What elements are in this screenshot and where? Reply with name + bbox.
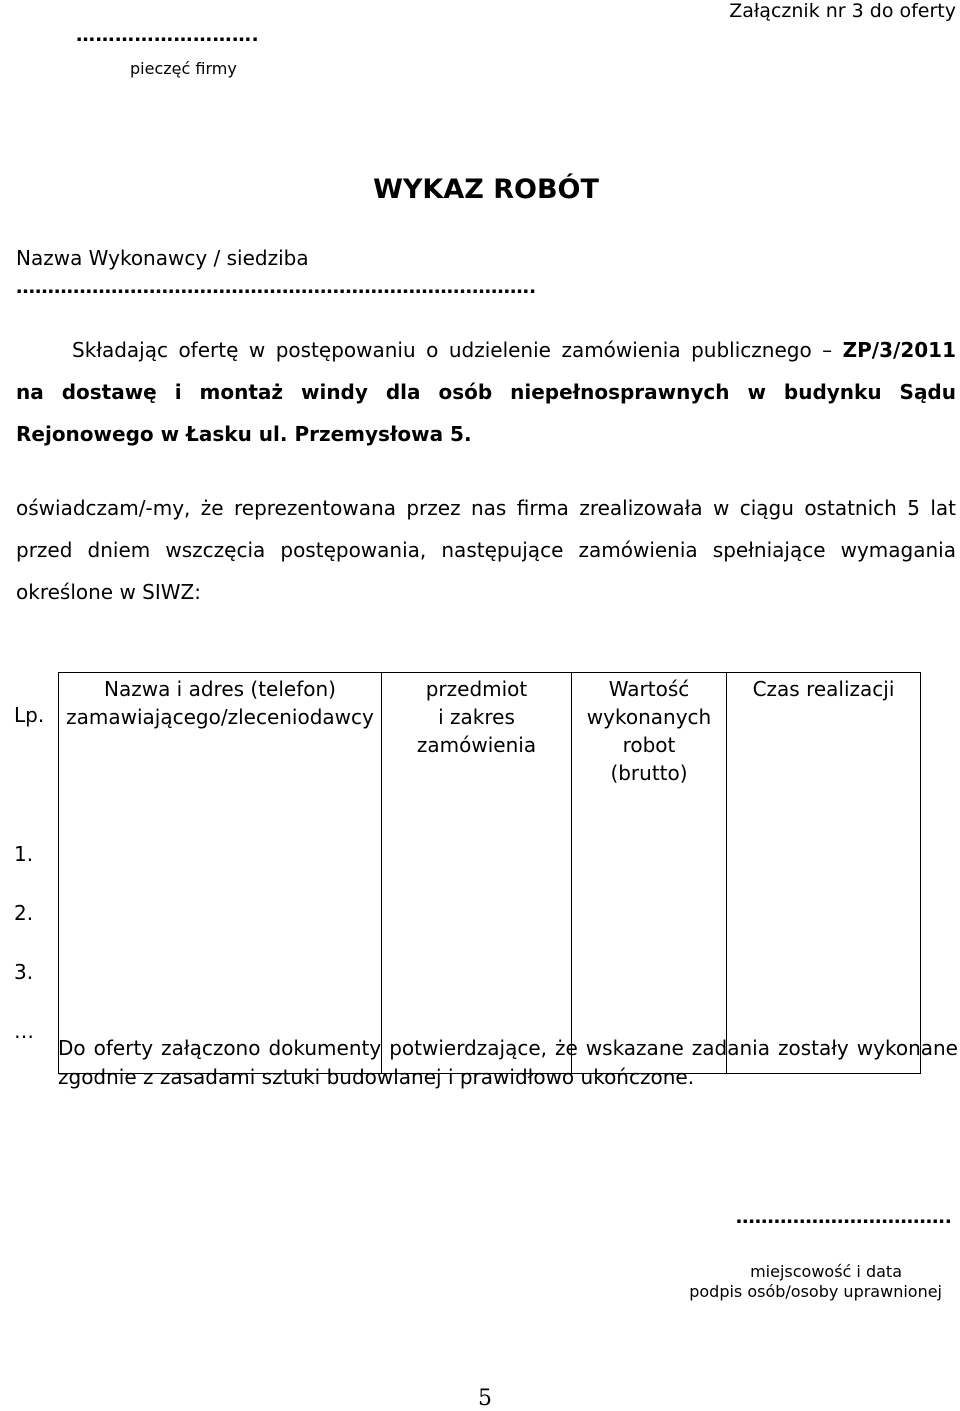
header-lp: Lp. [10, 673, 59, 838]
page-number: 5 [478, 1386, 492, 1411]
contractor-label: Nazwa Wykonawcy / siedziba [16, 246, 309, 270]
seal-placeholder-dots: ………………………. [76, 24, 260, 46]
page-title: WYKAZ ROBÓT [373, 174, 599, 205]
attached-documents-note [58, 1034, 958, 1092]
header-value [572, 673, 727, 838]
header-value-line-2: wykonanych [586, 705, 712, 729]
signature-label: podpis osób/osoby uprawnionej [689, 1282, 942, 1301]
intro-paragraph [16, 329, 956, 455]
lp-item: 2. [14, 900, 34, 925]
lp-list [14, 838, 58, 1074]
attached-line-2: zgodnie z zasadami sztuki budowlanej i prawidłowo ukończone. [58, 1065, 695, 1089]
contractor-placeholder-dots: ………………………………………………………………………. [16, 276, 537, 298]
lp-item: … [14, 1018, 34, 1043]
case-number: ZP/3/2011 [842, 338, 956, 362]
signature-placeholder-dots: ……………………………. [735, 1206, 952, 1228]
header-subject-line-1: przedmiot [425, 677, 528, 701]
statement-line-3: określone w SIWZ: [16, 580, 201, 604]
header-client-line-2: zamawiającego/zleceniodawcy [66, 705, 374, 729]
lp-item: 1. [14, 841, 34, 866]
attached-line-1: Do oferty załączono dokumenty potwierdzające, że wskazane zadania zostały wykonane [58, 1036, 958, 1060]
works-table [10, 672, 921, 1074]
table-header-row [10, 673, 921, 838]
attachment-label: Załącznik nr 3 do oferty [729, 0, 956, 22]
place-date-label: miejscowość i data [750, 1262, 902, 1281]
intro-line-3: Rejonowego w Łasku ul. Przemysłowa 5. [16, 422, 472, 446]
header-value-line-3: robot [622, 733, 676, 757]
statement-paragraph [16, 487, 956, 613]
header-subject-line-2: i zakres [438, 705, 515, 729]
intro-line-2: na dostawę i montaż windy dla osób niepełnosprawnych w budynku Sądu [16, 380, 956, 404]
header-subject-line-3: zamówienia [416, 733, 537, 757]
header-value-line-1: Wartość [608, 677, 690, 701]
seal-label: pieczęć firmy [130, 59, 237, 78]
header-client-line-1: Nazwa i adres (telefon) [104, 677, 336, 701]
header-time: Czas realizacji [727, 673, 921, 838]
header-client [59, 673, 382, 838]
intro-text: Składając ofertę w postępowaniu o udzielenie zamówienia publicznego – [72, 338, 843, 362]
statement-line-1: oświadczam/-my, że reprezentowana przez nas firma zrealizowała w ciągu ostatnich 5 lat [16, 496, 956, 520]
intro-line-1 [16, 329, 956, 371]
lp-item: 3. [14, 959, 34, 984]
header-subject [382, 673, 572, 838]
lp-cell [10, 838, 59, 1074]
statement-line-2: przed dniem wszczęcia postępowania, następujące zamówienia spełniające wymagania [16, 538, 956, 562]
header-value-line-4: (brutto) [610, 761, 688, 785]
